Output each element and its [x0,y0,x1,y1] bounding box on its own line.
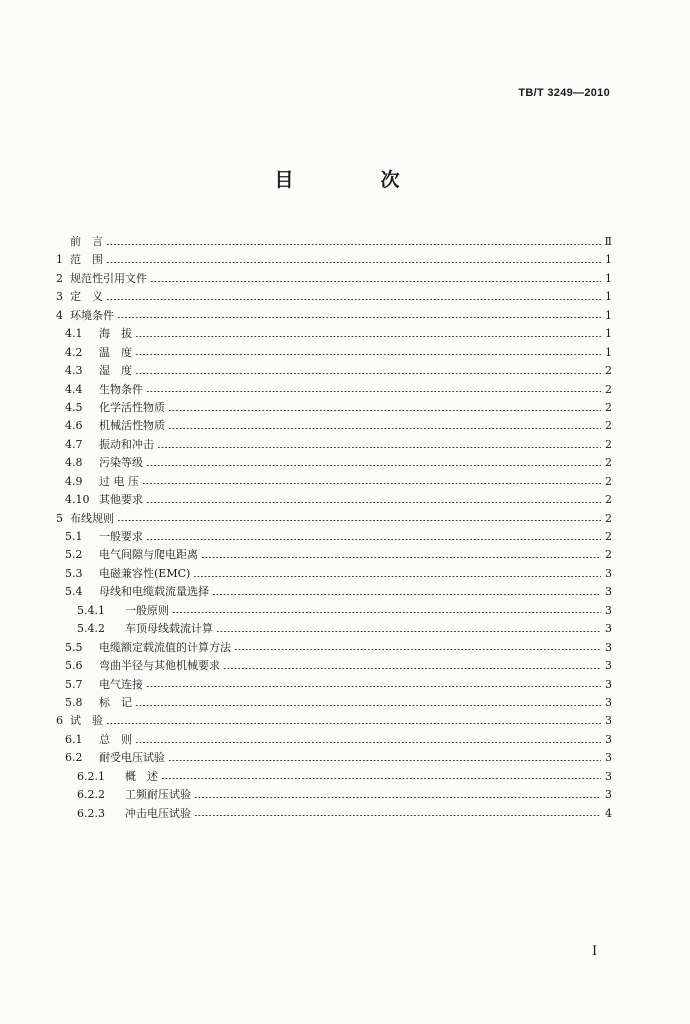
dot-leader [146,502,601,503]
toc-entry-title: 规范性引用文件 [70,271,147,285]
toc-entry-page: 3 [605,640,612,654]
toc-entry-number: 1 [56,253,63,267]
toc-entry-title: 环境条件 [70,308,114,322]
toc-entry-title: 车顶母线载流计算 [125,622,213,636]
toc-entry[interactable] [56,362,612,380]
toc-entry-number: 4 [56,308,63,322]
toc-entry-number: 2 [56,271,63,285]
toc-entry-page: 3 [605,566,612,580]
toc-entry-number: 5.5 [65,640,83,654]
toc-entry[interactable] [56,344,612,362]
toc-entry-page: 1 [605,271,612,285]
toc-entry-page: 1 [605,327,612,341]
dot-leader [106,299,601,300]
toc-entry-number: 4.5 [65,400,83,414]
dot-leader [212,594,601,595]
toc-entry[interactable] [56,270,612,288]
toc-entry-page: 2 [605,474,612,488]
toc-entry-page: 3 [605,714,612,728]
toc-entry-number: 4.3 [65,364,83,378]
toc-entry-number: 6.2 [65,751,83,765]
toc-entry-number: 5.4 [65,585,83,599]
toc-entry-title: 电磁兼容性(EMC) [99,566,191,580]
dot-leader [223,668,601,669]
page-title: 目 次 [274,169,434,191]
toc-entry-title: 电气连接 [99,677,143,691]
toc-entry-title: 定 义 [70,290,103,304]
dot-leader [117,317,601,318]
toc-entry-number: 6.2.2 [77,788,105,802]
toc-entry[interactable] [56,510,612,528]
toc-entry-page: 2 [605,456,612,470]
toc-entry-title: 海 拔 [99,327,132,341]
toc-entry[interactable] [56,454,612,472]
toc-entry-number: 6.2.3 [77,806,105,820]
standard-code: TB/T 3249—2010 [518,87,610,99]
toc-entry-page: 2 [605,400,612,414]
toc-entry-title: 范 围 [70,253,103,267]
toc-entry-title: 其他要求 [99,493,143,507]
toc-entry-number: 6.1 [65,732,83,746]
toc-entry[interactable] [56,749,612,767]
toc-entry-page: 4 [605,806,612,820]
toc-entry[interactable] [56,251,612,269]
toc-entry-title: 概 述 [125,769,158,783]
toc-entry[interactable] [56,307,612,325]
toc-entry-number: 5.8 [65,695,83,709]
toc-entry-number: 5.7 [65,677,83,691]
toc-entry-number: 5.4.2 [77,622,105,636]
toc-entry[interactable] [56,565,612,583]
dot-leader [106,262,601,263]
toc-entry-title: 过 电 压 [99,474,139,488]
page-number: I [592,944,598,959]
toc-entry-number: 5.3 [65,566,83,580]
toc-entry-title: 机械活性物质 [99,419,165,433]
toc-entry-number: 4.7 [65,437,83,451]
dot-leader [194,797,601,798]
toc-entry-page: 3 [605,695,612,709]
toc-entry[interactable] [56,325,612,343]
toc-entry[interactable] [56,233,612,251]
dot-leader [106,244,601,245]
dot-leader [168,428,601,429]
toc-entry-number: 5 [56,511,63,525]
toc-entry-number: 5.6 [65,659,83,673]
toc-entry-title: 生物条件 [99,382,143,396]
toc-entry[interactable] [56,546,612,564]
toc-entry[interactable] [56,602,612,620]
dot-leader [194,815,601,816]
toc-entry[interactable] [56,436,612,454]
toc-entry[interactable] [56,399,612,417]
toc-entry-title: 振动和冲击 [99,437,154,451]
dot-leader [161,778,601,779]
dot-leader [135,354,601,355]
dot-leader [117,520,601,521]
toc-entry-title: 标 记 [99,695,132,709]
dot-leader [157,447,601,448]
dot-leader [168,760,601,761]
toc-entry[interactable] [56,731,612,749]
toc-entry[interactable] [56,583,612,601]
toc-entry-page: 2 [605,511,612,525]
toc-entry-number: 6.2.1 [77,769,105,783]
toc-entry[interactable] [56,694,612,712]
toc-entry-number: 5.2 [65,548,83,562]
toc-entry[interactable] [56,712,612,730]
toc-entry-page: 3 [605,659,612,673]
toc-entry-page: 2 [605,493,612,507]
toc-entry-page: 1 [605,253,612,267]
toc-entry[interactable] [56,417,612,435]
toc-entry[interactable] [56,288,612,306]
toc-entry-page: 2 [605,530,612,543]
toc-entry-page: 3 [605,603,612,617]
toc-entry-number: 6 [56,714,63,728]
toc-entry-number: 4.1 [65,327,83,341]
toc-entry-page: 3 [605,677,612,691]
toc-entry-title: 冲击电压试验 [125,806,191,820]
toc-entry[interactable] [56,639,612,657]
dot-leader [135,705,601,706]
dot-leader [234,649,601,650]
toc-entry[interactable] [56,620,612,638]
toc-entry-title: 化学活性物质 [99,400,165,414]
toc-entry-page: 3 [605,622,612,636]
toc-entry-title: 弯曲半径与其他机械要求 [99,659,220,673]
toc-entry-number: 5.4.1 [77,603,105,617]
dot-leader [135,742,601,743]
dot-leader [146,539,601,540]
toc-entry[interactable] [56,528,612,546]
toc-entry[interactable] [56,676,612,694]
toc-entry[interactable] [56,768,612,786]
toc-entry-page: 3 [605,788,612,802]
toc-entry-title: 温 度 [99,345,132,359]
toc-entry-title: 一般要求 [99,530,143,543]
dot-leader [106,723,601,724]
dot-leader [146,465,601,466]
toc-entry-title: 一般原则 [125,603,169,617]
toc-entry-title: 总 则 [99,732,132,746]
toc-entry-title: 试 验 [70,714,103,728]
toc-entry-page: 1 [605,345,612,359]
toc-entry[interactable] [56,491,612,509]
toc-entry[interactable] [56,473,612,491]
toc-entry-number: 4.8 [65,456,83,470]
toc-entry-page: 3 [605,732,612,746]
dot-leader [135,336,601,337]
toc-entry-page: 2 [605,548,612,562]
toc-entry-page: Ⅱ [604,235,612,248]
toc-entry[interactable] [56,657,612,675]
toc-entry-page: 1 [605,308,612,322]
toc-entry-page: 2 [605,364,612,378]
toc-entry-title: 布线规则 [70,511,114,525]
toc-entry-number: 4.4 [65,382,83,396]
dot-leader [193,576,601,577]
toc-entry[interactable] [56,381,612,399]
toc-entry-number: 4.6 [65,419,83,433]
dot-leader [172,612,601,613]
toc-entry-page: 3 [605,751,612,765]
toc-entry-page: 2 [605,382,612,396]
toc-entry-number: 4.2 [65,345,83,359]
dot-leader [135,373,601,374]
toc-entry-number: 3 [56,290,63,304]
toc-entry-title: 耐受电压试验 [99,751,165,765]
dot-leader [201,557,601,558]
toc-entry[interactable] [56,786,612,804]
toc-entry-number: 4.10 [65,493,90,507]
dot-leader [142,483,601,484]
toc-entry-page: 2 [605,419,612,433]
dot-leader [216,631,601,632]
toc-entry-title: 工频耐压试验 [125,788,191,802]
table-of-contents [56,233,612,823]
toc-entry-number: 5.1 [65,530,83,543]
toc-entry-title: 污染等级 [99,456,143,470]
toc-entry-title: 母线和电缆载流量选择 [99,585,209,599]
toc-entry-title: 前 言 [70,235,103,248]
dot-leader [150,281,601,282]
toc-entry[interactable] [56,805,612,823]
dot-leader [146,391,601,392]
dot-leader [146,686,601,687]
toc-entry-title: 电缆额定载流值的计算方法 [99,640,231,654]
toc-entry-number: 4.9 [65,474,83,488]
toc-entry-page: 1 [605,290,612,304]
dot-leader [168,410,601,411]
toc-entry-page: 2 [605,437,612,451]
toc-entry-page: 3 [605,585,612,599]
toc-entry-title: 电气间隙与爬电距离 [99,548,198,562]
toc-entry-title: 湿 度 [99,364,132,378]
toc-entry-page: 3 [605,769,612,783]
